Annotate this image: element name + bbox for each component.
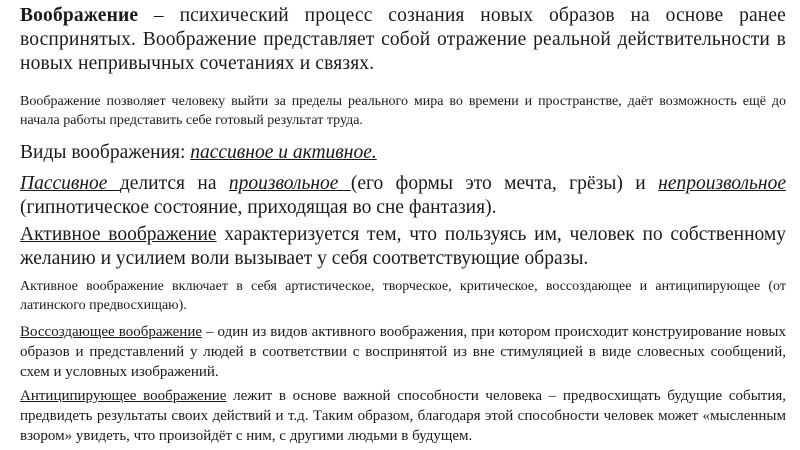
- passive-text-3: (гипнотическое состояние, приходящая во сне фантазия).: [20, 197, 497, 218]
- intro-paragraph: [20, 4, 786, 76]
- includes-paragraph: Активное воображение включает в себя артистическое, творческое, критическое, воссоздающее и антиципирующее (от латинского предвосхищаю).: [20, 279, 786, 313]
- types-paragraph: [20, 141, 786, 165]
- allows-paragraph: Воображение позволяет человеку выйти за пределы реального мира во времени и пространстве, даёт возможность ещё до начала работы представить себе готовый результат труда.: [20, 94, 786, 128]
- recreative-paragraph: [20, 322, 786, 382]
- active-paragraph: [20, 223, 786, 271]
- types-prefix: Виды воображения:: [20, 142, 191, 163]
- active-text: характеризуется тем, что пользуясь им, человек по собственному желанию и усилием воли вызывает у себя соответствующие образы.: [20, 224, 786, 269]
- passive-paragraph: [20, 172, 786, 220]
- passive-voluntary: произвольное: [228, 173, 351, 194]
- passive-text-2: (его формы это мечта, грёзы) и: [350, 173, 659, 194]
- passive-involuntary: непроизвольное: [658, 173, 787, 194]
- anticipatory-paragraph: [20, 386, 786, 446]
- passive-term: Пассивное: [20, 173, 120, 194]
- recreative-text: – один из видов активного воображения, при котором происходит конструирование новых образов и представлений у людей в соответствии с воспринятой из вне стимуляцией в виде словесных сообщений, схем и условных изображений.: [20, 324, 787, 380]
- anticipatory-term: Антиципирующее воображение: [20, 388, 227, 404]
- recreative-term: Воссоздающее воображение: [20, 324, 203, 340]
- intro-text: – психический процесс сознания новых образов на основе ранее воспринятых. Воображение представляет собой отражение реальной действительности в новых непривычных сочетаниях и связях.: [20, 5, 786, 74]
- passive-text-1: делится на: [119, 173, 229, 194]
- anticipatory-text: лежит в основе важной способности человека – предвосхищать будущие события, предвидеть результаты своих действий и т.д. Таким образом, благодаря этой способности человек может «мысленным взором» увидеть, что произойдёт с ним, с другими людьми в будущем.: [20, 388, 787, 444]
- active-term: Активное воображение: [20, 224, 217, 245]
- intro-term: Воображение: [20, 5, 139, 26]
- types-kinds: пассивное и активное.: [190, 142, 377, 163]
